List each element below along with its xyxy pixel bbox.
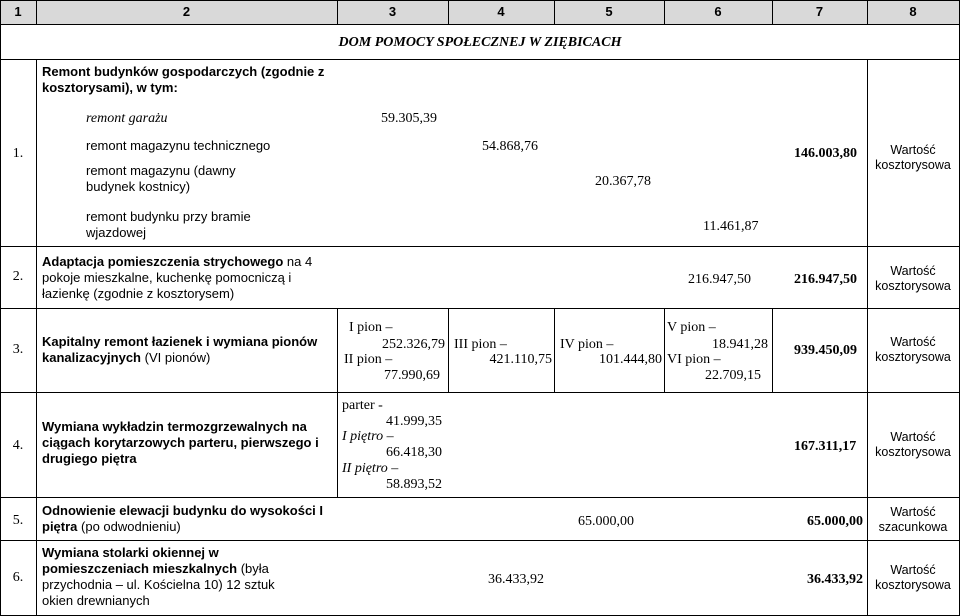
value-note: Wartość kosztorysowa — [875, 264, 951, 293]
value-note: Wartość kosztorysowa — [875, 335, 951, 364]
pion-label: III pion – — [454, 337, 507, 352]
row-number: 3. — [12, 342, 24, 357]
column-number: 2 — [182, 4, 191, 19]
row-number: 4. — [12, 438, 24, 453]
row-title: Odnowienie elewacji budynku do wysokości I piętra (po odwodnieniu) — [42, 503, 324, 534]
item-value: 11.461,87 — [703, 219, 759, 234]
pion-value: 77.990,69 — [384, 368, 440, 383]
column-number: 5 — [605, 4, 613, 19]
row-number: 5. — [12, 513, 24, 528]
floor-value: 58.893,52 — [386, 477, 442, 492]
pion-value: 18.941,28 — [712, 337, 768, 352]
pion-label: II pion – — [344, 352, 393, 367]
column-number: 8 — [909, 4, 917, 19]
pion-value: 252.326,79 — [382, 337, 445, 352]
row-title: Wymiana stolarki okiennej w pomieszczeniach mieszkalnych (była przychodnia – ul. Kościelna 10) 12 sztuk okien drewnianych — [42, 545, 275, 608]
column-number: 7 — [815, 4, 824, 19]
pion-value: 22.709,15 — [705, 368, 761, 383]
row-total: 167.311,17 — [794, 439, 857, 454]
item-value: 20.367,78 — [595, 174, 651, 189]
floor-label: II piętro – — [342, 461, 399, 476]
row-number: 6. — [12, 570, 24, 585]
row-total: 36.433,92 — [807, 572, 863, 587]
item-value: 36.433,92 — [488, 572, 544, 587]
pion-label: V pion – — [667, 320, 716, 335]
floor-value: 41.999,35 — [386, 414, 442, 429]
institution-subtitle: DOM POMOCY SPOŁECZNEJ W ZIĘBICACH — [338, 35, 622, 50]
floor-label: I piętro – — [342, 429, 394, 444]
pion-label: I pion – — [349, 320, 393, 335]
row-total: 939.450,09 — [794, 343, 857, 358]
row-number: 1. — [12, 146, 24, 161]
pion-value: 421.110,75 — [489, 352, 552, 367]
floor-label: parter - — [342, 398, 383, 413]
row-total: 146.003,80 — [794, 146, 857, 161]
item-label: remont budynku przy bramie wjazdowej — [86, 209, 251, 240]
item-value: 65.000,00 — [578, 514, 634, 529]
value-note: Wartość kosztorysowa — [875, 563, 951, 592]
column-number: 3 — [388, 4, 397, 19]
pion-value: 101.444,80 — [599, 352, 662, 367]
item-value: 59.305,39 — [381, 111, 437, 126]
value-note: Wartość szacunkowa — [878, 505, 948, 534]
row-total: 65.000,00 — [807, 514, 863, 529]
row-title: Kapitalny remont łazienek i wymiana pionów kanalizacyjnych (VI pionów) — [42, 334, 318, 365]
column-number: 4 — [497, 4, 505, 19]
row-number: 2. — [12, 269, 24, 284]
row-total: 216.947,50 — [794, 272, 857, 287]
row-title: Wymiana wykładzin termozgrzewalnych na ciągach korytarzowych parteru, pierwszego i drugiego piętra — [42, 419, 319, 466]
item-label: remont magazynu (dawny budynek kostnicy) — [86, 163, 236, 194]
row-title: Adaptacja pomieszczenia strychowego na 4 pokoje mieszkalne, kuchenkę pomocniczą i łazienkę (zgodnie z kosztorysem) — [42, 254, 313, 301]
item-value: 54.868,76 — [482, 139, 538, 154]
pion-label: VI pion – — [667, 352, 721, 367]
item-label: remont garażu — [86, 111, 168, 126]
value-note: Wartość kosztorysowa — [875, 430, 951, 459]
item-label: remont magazynu technicznego — [86, 138, 271, 153]
floor-value: 66.418,30 — [386, 445, 442, 460]
row-title: Remont budynków gospodarczych (zgodnie z kosztorysami), w tym: — [42, 64, 325, 95]
column-number: 6 — [714, 4, 722, 19]
item-value: 216.947,50 — [688, 272, 751, 287]
column-number: 1 — [14, 4, 22, 19]
pion-label: IV pion – — [560, 337, 614, 352]
value-note: Wartość kosztorysowa — [875, 143, 951, 172]
